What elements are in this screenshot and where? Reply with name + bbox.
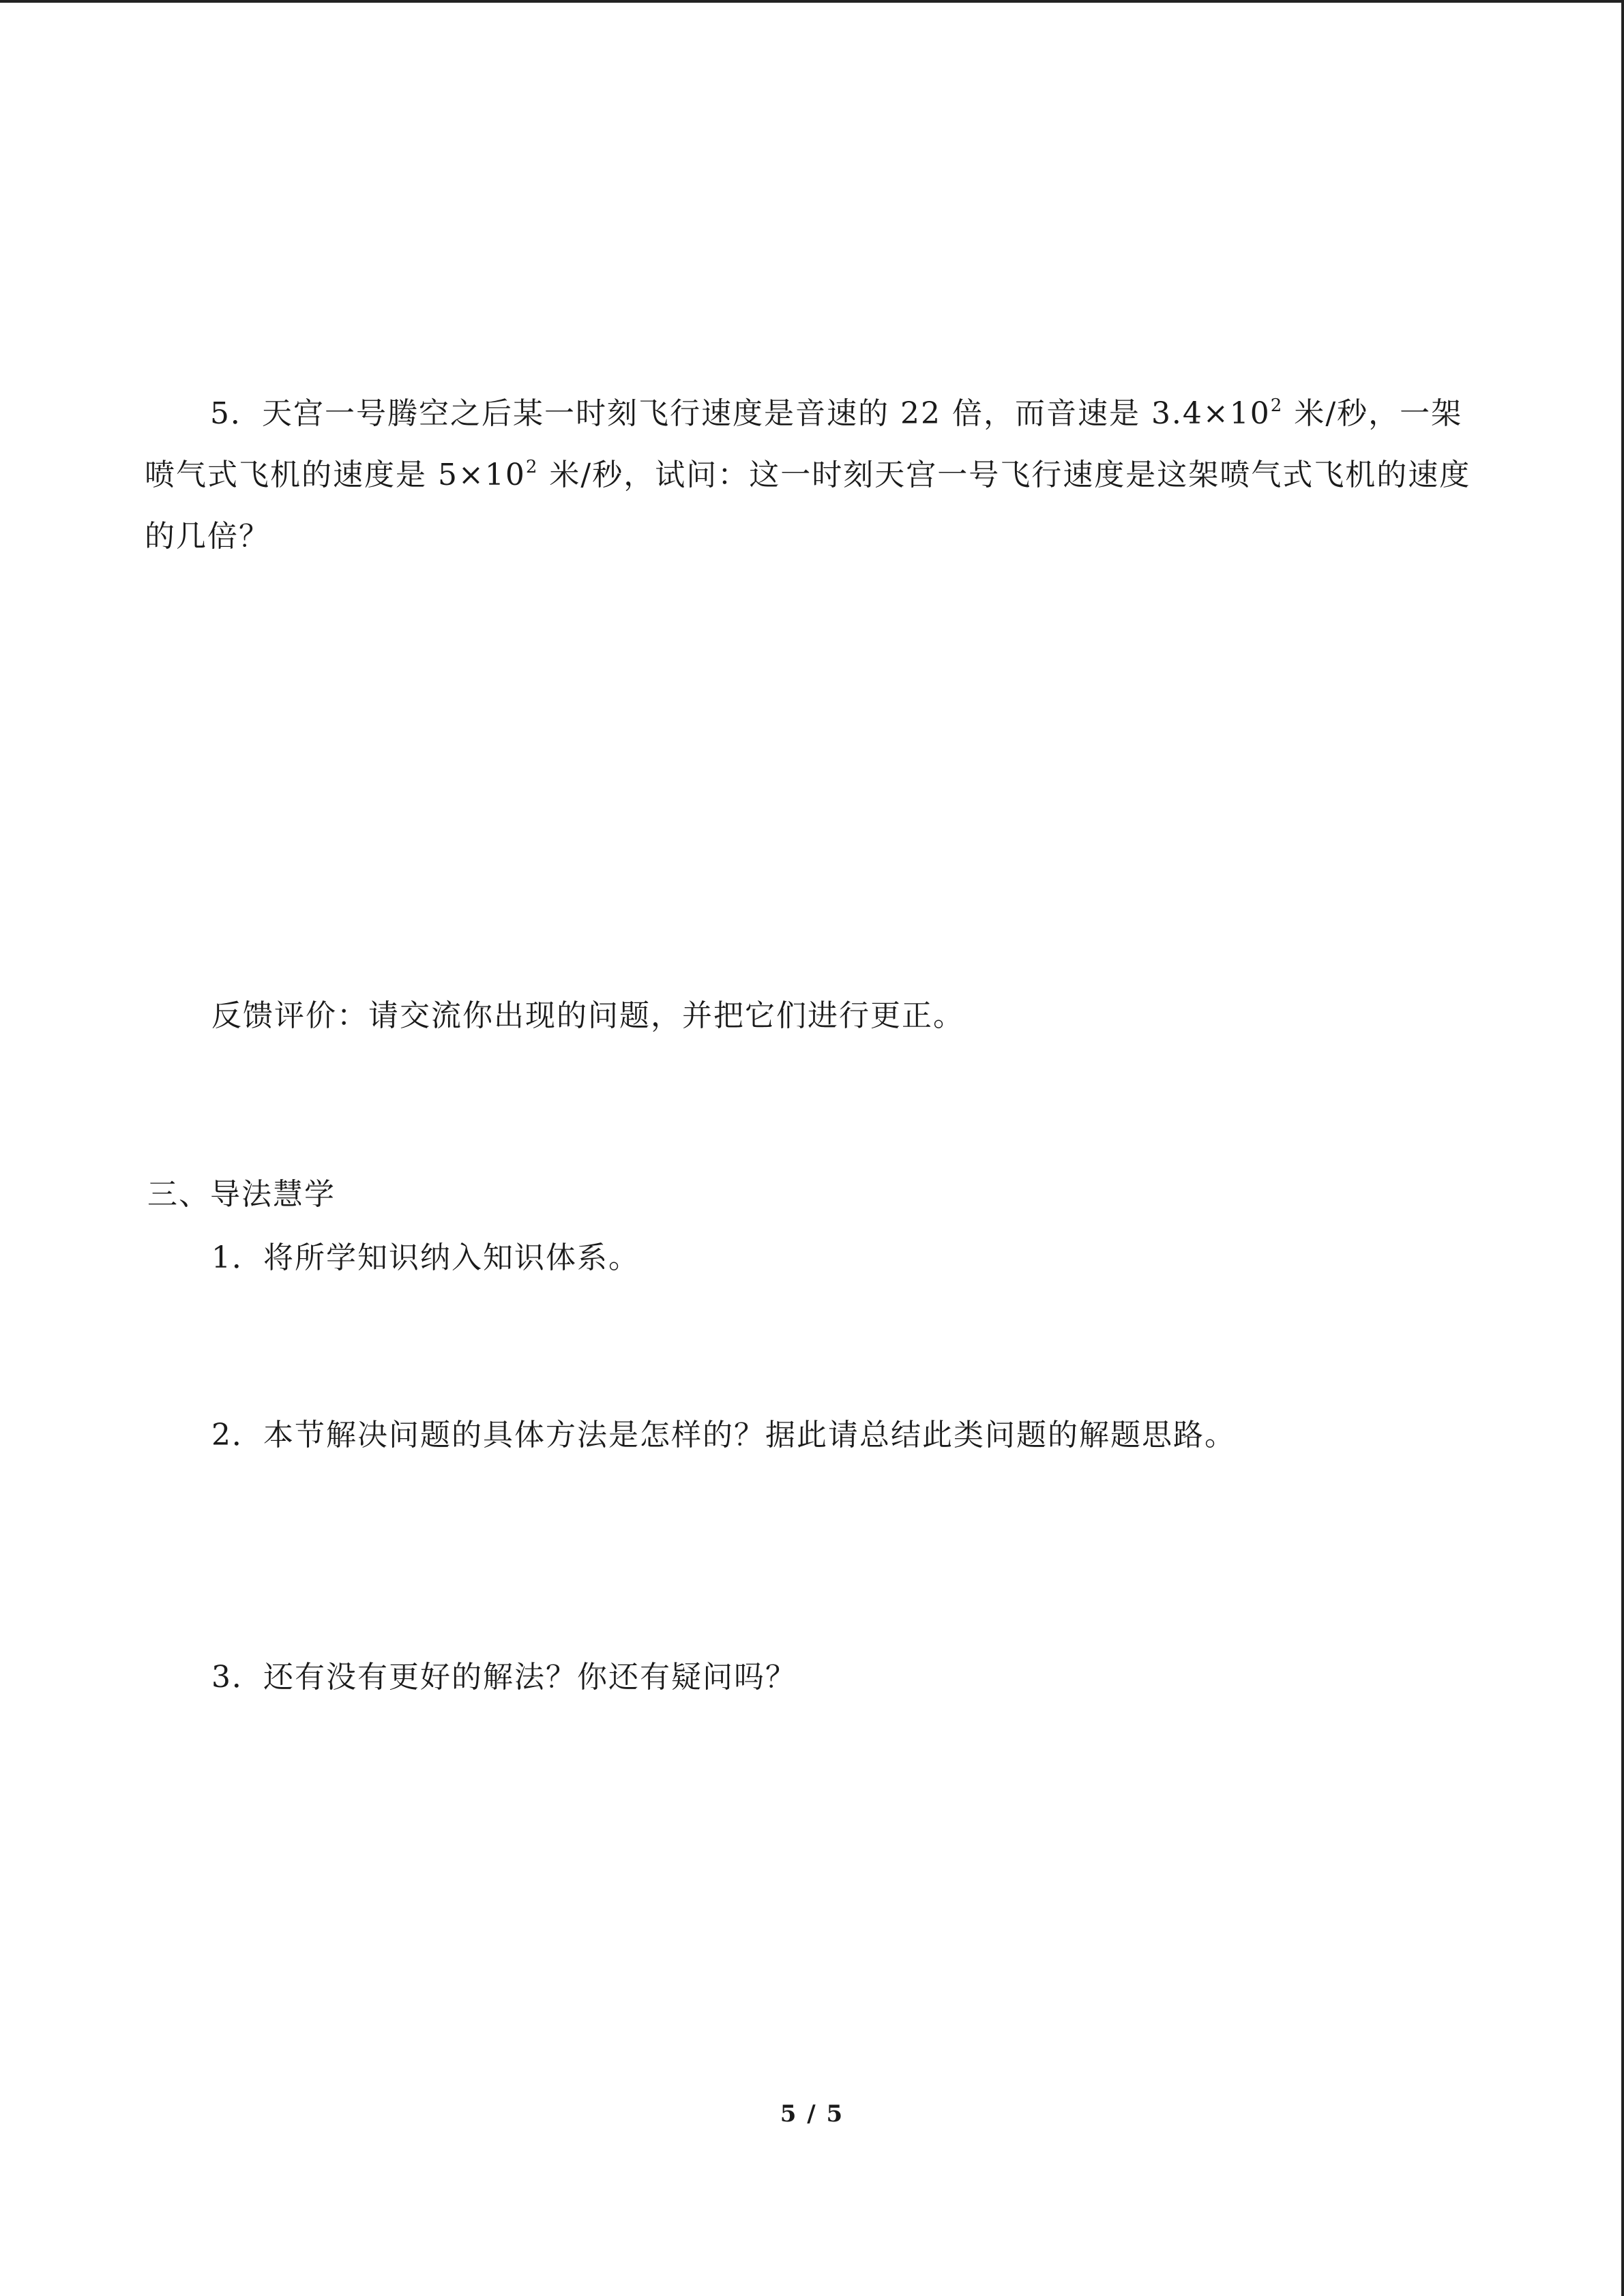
problem-5 — [145, 383, 1475, 567]
problem-5-exponent-2: 2 — [525, 457, 539, 477]
section-item-2: 2．本节解决问题的具体方法是怎样的？据此请总结此类问题的解题思路。 — [211, 1418, 1236, 1452]
section-item-1: 1．将所学知识纳入知识体系。 — [211, 1240, 640, 1275]
problem-5-exponent-1: 2 — [1270, 396, 1284, 416]
page-number: 5 / 5 — [780, 2100, 844, 2128]
problem-5-text-middle: 米/秒，一架喷气式飞机的速度是 5×10 — [145, 396, 1463, 492]
section-title: 三、导法慧学 — [147, 1177, 336, 1212]
problem-5-text-start: 5．天宫一号腾空之后某一时刻飞行速度是音速的 22 倍，而音速是 3.4×10 — [210, 396, 1271, 431]
feedback-prompt: 反馈评价：请交流你出现的问题，并把它们进行更正。 — [211, 998, 964, 1033]
section-item-3: 3．还有没有更好的解法？你还有疑问吗？ — [211, 1660, 797, 1695]
problem-5-text-end: 米/秒，试问：这一时刻天宫一号飞行速度是这架喷气式飞机的速度的几倍？ — [145, 458, 1471, 554]
